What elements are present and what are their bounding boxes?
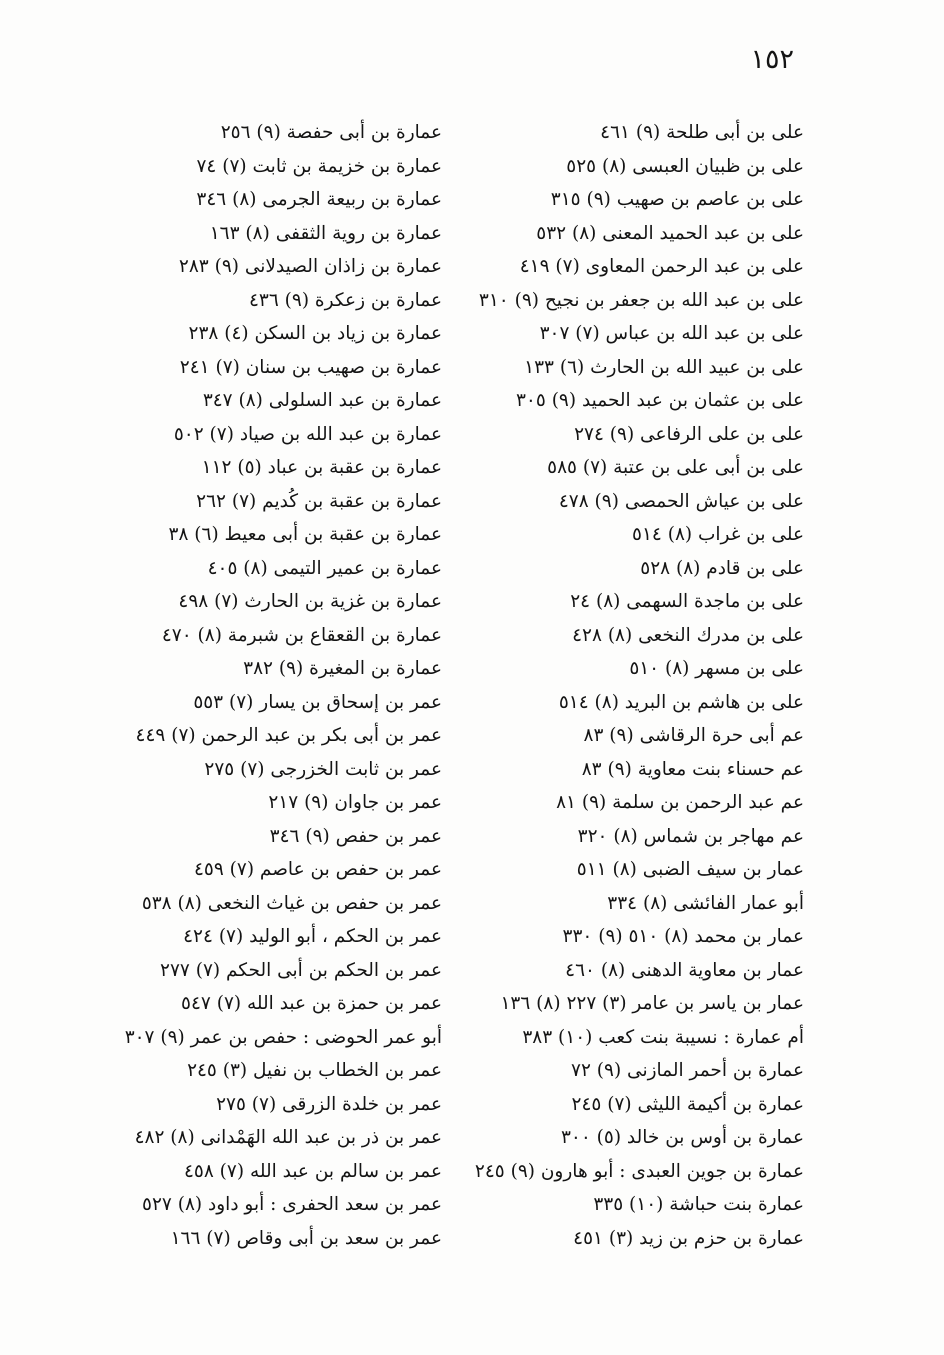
index-entry: عمارة بن المغيرة (٩) ٣٨٢ — [243, 658, 442, 679]
index-entry: على بن عبد الله بن عباس (٧) ٣٠٧ — [539, 323, 804, 344]
index-entry: عمارة بن عقبة بن كُديم (٧) ٢٦٢ — [196, 490, 442, 512]
index-entry: على بن أبى طلحة (٩) ٤٦١ — [600, 122, 804, 143]
index-entry: عمارة بن أحمر المازنى (٩) ٧٢ — [571, 1060, 804, 1081]
index-entry: عمارة بن عبد الله بن صياد (٧) ٥٠٢ — [173, 423, 442, 445]
index-entry: عمر بن إسحاق بن يسار (٧) ٥٥٣ — [193, 691, 442, 713]
index-entry: عمارة بن القعقاع بن شبرمة (٨) ٤٧٠ — [161, 624, 442, 646]
index-entry: عمارة بن زاذان الصيدلانى (٩) ٢٨٣ — [178, 256, 442, 277]
index-entry: عمر بن جاوان (٩) ٢١٧ — [268, 792, 442, 813]
index-entry: عمارة بن غزية بن الحارث (٧) ٤٩٨ — [178, 591, 442, 612]
index-entry: على بن مسهر (٨) ٥١٠ — [629, 658, 804, 679]
index-entry: عمر بن حفص بن غياث النخعى (٨) ٥٣٨ — [141, 892, 442, 914]
index-entry: عمارة بن عقبة بن أبى معيط (٦) ٣٨ — [168, 524, 442, 545]
index-entry: على بن عاصم بن صهيب (٩) ٣١٥ — [550, 189, 804, 210]
index-entry: على بن أبى على بن عتبة (٧) ٥٨٥ — [547, 457, 804, 478]
index-entry: عمر بن الحكم ، أبو الوليد (٧) ٤٢٤ — [183, 926, 442, 947]
index-entry: عمارة بن أكيمة الليثى (٧) ٢٤٥ — [571, 1093, 804, 1115]
index-entry: عمر بن خلدة الزرقى (٧) ٢٧٥ — [216, 1093, 442, 1115]
index-entry: أبو عمار الفائشى (٨) ٣٣٤ — [607, 892, 804, 914]
index-entry: عمارة بن زياد بن السكن (٤) ٢٣٨ — [188, 323, 442, 344]
index-entry: على بن على الرفاعى (٩) ٢٧٤ — [574, 423, 804, 445]
index-entry: على بن ظبيان العبسى (٨) ٥٢٥ — [566, 155, 804, 177]
index-entry: عمر بن سعد الحفرى : أبو داود (٨) ٥٢٧ — [142, 1194, 442, 1215]
index-entry: عم حسناء بنت معاوية (٩) ٨٣ — [581, 758, 804, 780]
index-entry: عمر بن حمزة بن عبد الله (٧) ٥٤٧ — [181, 993, 442, 1014]
index-entry: على بن عثمان بن عبد الحميد (٩) ٣٠٥ — [516, 390, 804, 411]
index-entry: على بن ماجدة السهمى (٨) ٢٤ — [570, 591, 804, 612]
index-entry: عمار بن ياسر بن عامر (٣) ٢٢٧ (٨) ١٣٦ — [500, 993, 804, 1014]
index-entry: على بن عبد الله بن جعفر بن نجيح (٩) ٣١٠ — [478, 289, 804, 311]
index-entry: عمر بن حفص بن عاصم (٧) ٤٥٩ — [193, 859, 442, 880]
index-entry: أبو عمر الحوضى : حفص بن عمر (٩) ٣٠٧ — [124, 1026, 442, 1048]
index-entry: عمار بن سيف الضبى (٨) ٥١١ — [576, 859, 804, 880]
index-entry: عمارة بن عبد السلولى (٨) ٣٤٧ — [202, 390, 442, 411]
index-entry: عمارة بنت حباشة (١٠) ٣٣٥ — [593, 1194, 804, 1215]
index-entry: عمارة بن صهيب بن سنان (٧) ٢٤١ — [179, 356, 442, 378]
index-entry: على بن هاشم بن البريد (٨) ٥١٤ — [558, 691, 804, 713]
index-entry: عمر بن سعد بن أبى وقاص (٧) ١٦٦ — [170, 1227, 442, 1249]
page-number: ١٥٢ — [750, 44, 794, 75]
index-entry: عمارة بن ربيعة الجرمى (٨) ٣٤٦ — [196, 189, 442, 210]
index-entry: عم أبى حرة الرقاشى (٩) ٨٣ — [583, 725, 804, 746]
index-entry: عمر بن ذر بن عبد الله الهَمْدانى (٨) ٤٨٢ — [134, 1127, 442, 1148]
index-entry: عمر بن الحكم بن أبى الحكم (٧) ٢٧٧ — [160, 959, 442, 981]
index-entry: على بن عبد الحميد المعنى (٨) ٥٣٢ — [536, 222, 804, 244]
index-entry: أم عمارة : نسيبة بنت كعب (١٠) ٣٨٣ — [522, 1026, 804, 1048]
index-entry: على بن مدرك النخعى (٨) ٤٢٨ — [572, 624, 804, 646]
index-entry: عمارة بن أبى حفصة (٩) ٢٥٦ — [220, 122, 442, 143]
index-entry: على بن قادم (٨) ٥٢٨ — [640, 557, 804, 579]
index-entry: عمر بن حفص (٩) ٣٤٦ — [269, 825, 442, 847]
index-entry: عمر بن أبى بكر بن عبد الرحمن (٧) ٤٤٩ — [135, 725, 442, 746]
index-entry: عمارة بن عمير التيمى (٨) ٤٠٥ — [207, 557, 442, 579]
index-entry: عمارة بن زعكرة (٩) ٤٣٦ — [248, 289, 442, 311]
index-entry: عم مهاجر بن شماس (٨) ٣٢٠ — [577, 825, 804, 847]
index-entry: عمر بن ثابت الخزرجى (٧) ٢٧٥ — [204, 758, 442, 780]
index-column-right — [444, 116, 804, 1255]
index-column-left — [82, 116, 442, 1255]
index-entry: عمارة بن جوين العبدى : أبو هارون (٩) ٢٤٥ — [474, 1160, 804, 1182]
index-entry: على بن غراب (٨) ٥١٤ — [632, 524, 804, 545]
index-entry: عمر بن الخطاب بن نفيل (٣) ٢٤٥ — [187, 1060, 442, 1081]
index-entry: عمار بن معاوية الدهنى (٨) ٤٦٠ — [565, 959, 804, 981]
index-entry: على بن عياش الحمصى (٩) ٤٧٨ — [558, 490, 804, 512]
index-entry: عمار بن محمد (٨) ٥١٠ (٩) ٣٣٠ — [562, 926, 804, 947]
index-entry: عمارة بن روية الثقفى (٨) ١٦٣ — [209, 222, 442, 244]
index-entry: عمارة بن أوس بن خالد (٥) ٣٠٠ — [560, 1127, 804, 1148]
index-entry: على بن عبيد الله بن الحارث (٦) ١٣٣ — [524, 356, 804, 378]
index-entry: عم عبد الرحمن بن سلمة (٩) ٨١ — [556, 792, 804, 813]
index-entry: عمارة بن خزيمة بن ثابت (٧) ٧٤ — [196, 155, 442, 177]
index-entry: عمارة بن حزم بن زيد (٣) ٤٥١ — [573, 1227, 804, 1249]
index-entry: عمارة بن عقبة بن عباد (٥) ١١٢ — [201, 457, 442, 478]
index-entry: عمر بن سالم بن عبد الله (٧) ٤٥٨ — [183, 1160, 442, 1182]
index-entry: على بن عبد الرحمن المعاوى (٧) ٤١٩ — [519, 256, 804, 277]
